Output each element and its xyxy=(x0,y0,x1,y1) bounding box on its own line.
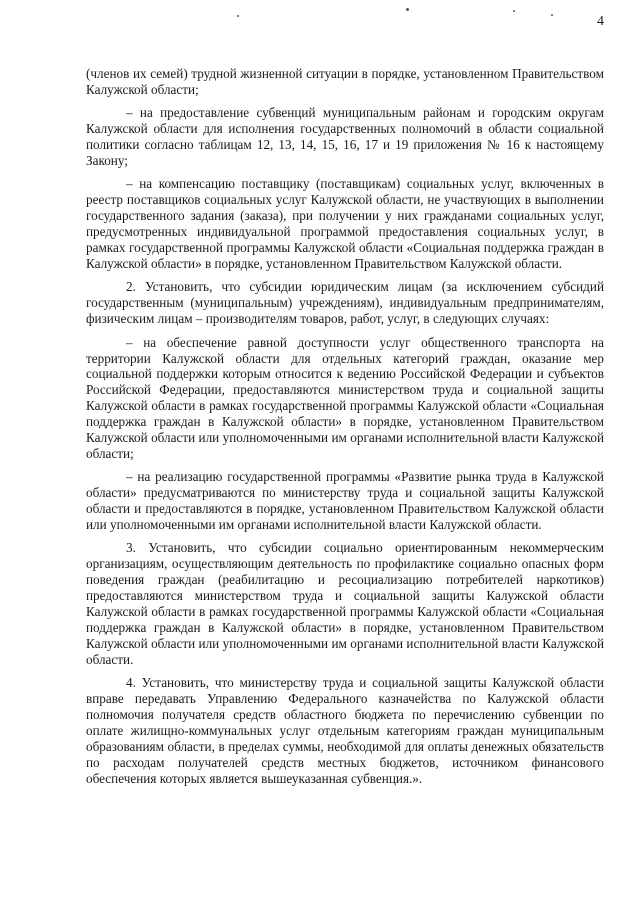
paragraph-continuation: (членов их семей) трудной жизненной ситуации в порядке, установленном Правительством Калужской области; xyxy=(86,66,604,97)
scan-speck xyxy=(237,15,239,17)
paragraph-item-4: 4. Установить, что министерству труда и социальной защиты Калужской области вправе передавать Управлению Федерального казначейства по Калужской области полномочия получателя средств областного бюджета по перечислению субвенции по оплате жилищно-коммунальных услуг отдельным категориям граждан муниципальным образованиям области, в пределах суммы, необходимой для оплаты денежных обязательств по расходам получателей средств местных бюджетов, источником финансового обеспечения которых является вышеуказанная субвенция.». xyxy=(86,675,604,786)
paragraph-labor-market: – на реализацию государственной программы «Развитие рынка труда в Калужской области» предусматриваются по министерству труда и социальной защиты Калужской области и предоставляются в порядке, установленном Правительством Калужской области или уполномоченными им органами исполнительной власти Калужской области. xyxy=(86,469,604,533)
paragraph-transport: – на обеспечение равной доступности услуг общественного транспорта на территории Калужской области для отдельных категорий граждан, оказание мер социальной поддержки которым относится к ведению Российской Федерации и субъектов Российской Федерации, предоставляются министерством труда и социальной защиты Калужской области в рамках государственной программы Калужской области «Социальная поддержка граждан в Калужской области» в порядке, установленном Правительством Калужской области или уполномоченными им органами исполнительной власти Калужской области; xyxy=(86,334,604,461)
paragraph-item-2: 2. Установить, что субсидии юридическим лицам (за исключением субсидий государственным (муниципальным) учреждениям), индивидуальным предпринимателям, физическим лицам – производителям товаров, работ, услуг, в следующих случаях: xyxy=(86,279,604,327)
page-number: 4 xyxy=(597,14,604,29)
document-body xyxy=(86,66,604,794)
scan-speck xyxy=(406,8,409,11)
paragraph-item-3: 3. Установить, что субсидии социально ориентированным некоммерческим организациям, осуществляющим деятельность по профилактике социально опасных форм поведения граждан (реабилитацию и ресоциализацию потребителей наркотиков) предоставляются министерством труда и социальной защиты Калужской области Калужской области в рамках государственной программы Калужской области «Социальная поддержка граждан в Калужской области» в порядке, установленном Правительством Калужской области или уполномоченными им органами исполнительной власти Калужской области. xyxy=(86,540,604,667)
paragraph-subventions: – на предоставление субвенций муниципальным районам и городским округам Калужской области для исполнения государственных полномочий в области социальной политики согласно таблицам 12, 13, 14, 15, 16, 17 и 19 приложения № 16 к настоящему Закону; xyxy=(86,105,604,169)
scan-speck xyxy=(513,10,515,12)
paragraph-compensation: – на компенсацию поставщику (поставщикам) социальных услуг, включенных в реестр поставщиков социальных услуг Калужской области, не участвующих в выполнении государственного задания (заказа), при получении у них гражданами социальных услуг, предусмотренных индивидуальной программой предоставления социальных услуг, в рамках государственной программы Калужской области «Социальная поддержка граждан в Калужской области» в порядке, установленном Правительством Калужской области. xyxy=(86,176,604,271)
scan-speck xyxy=(551,14,553,16)
